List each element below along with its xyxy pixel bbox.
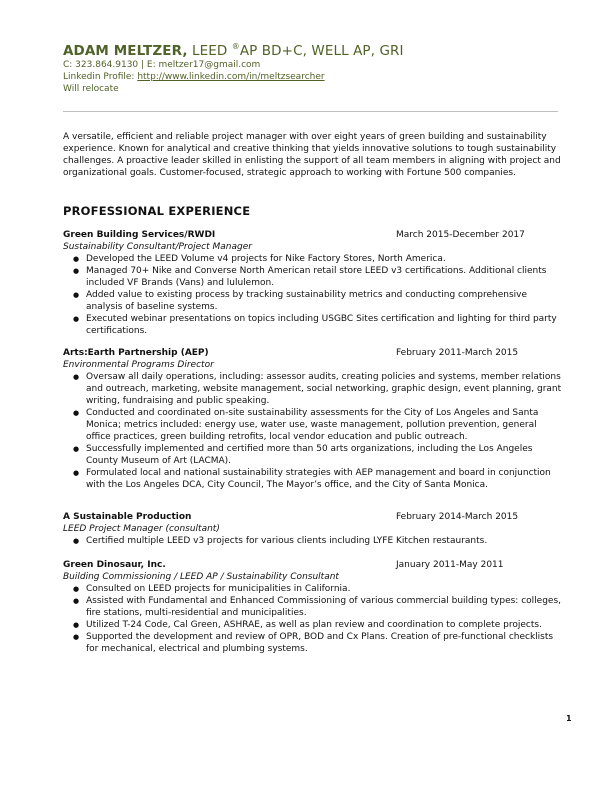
linkedin-link[interactable]: http://www.linkedin.com/in/meltzsearcher (137, 72, 325, 82)
job-bullet: ● Certified multiple LEED v3 projects for various clients including LYFE Kitchen restaurants. (63, 535, 563, 547)
contact-line: C: 323.864.9130 | E: meltzer17@gmail.com (63, 60, 261, 70)
job-role: LEED Project Manager (consultant) (63, 524, 220, 534)
job-role: Environmental Programs Director (63, 360, 214, 370)
job-role: Sustainability Consultant/Project Manager (63, 242, 252, 252)
job-dates: January 2011-May 2011 (396, 560, 504, 570)
job-entry (63, 229, 563, 337)
job-entry (63, 511, 563, 547)
job-dates: February 2014-March 2015 (396, 512, 519, 522)
job-dates: February 2011-March 2015 (396, 348, 519, 358)
job-organization: Green Building Services/RWDI (63, 230, 216, 240)
job-organization: Arts:Earth Partnership (AEP) (63, 348, 209, 358)
job-entry (63, 559, 563, 655)
job-dates: March 2015-December 2017 (396, 230, 525, 240)
candidate-name: ADAM MELTZER, (63, 43, 188, 59)
job-bullet: ● Utilized T-24 Code, Cal Green, ASHRAE, as well as plan review and coordination to complete projects. (63, 619, 563, 631)
relocate-note: Will relocate (63, 84, 119, 94)
linkedin-line (63, 72, 325, 82)
job-bullet: ● Added value to existing process by tracking sustainability metrics and conducting comprehensive analysis of baseline systems. (63, 289, 563, 313)
linkedin-label: Linkedin Profile: (63, 72, 138, 82)
job-bullet: ● Successfully implemented and certified more than 50 arts organizations, including the Los Angeles County Museum of Art (LACMA). (63, 443, 563, 467)
registered-mark: ® (231, 42, 240, 51)
credentials-prefix: LEED (187, 43, 232, 59)
job-bullet: ● Developed the LEED Volume v4 projects for Nike Factory Stores, North America. (63, 253, 563, 265)
page-number: 1 (566, 714, 572, 723)
summary-paragraph: A versatile, efficient and reliable project manager with over eight years of green building and sustainability experience. Known for analytical and creative thinking that yields innovative solutions to tough sustainability challenges. A proactive leader skilled in enlisting the support of all team members in aligning with project and organizational goals. Customer-focused, strategic approach to working with Fortune 500 companies. (63, 132, 561, 178)
section-title-experience: PROFESSIONAL EXPERIENCE (63, 204, 251, 218)
job-bullets (63, 371, 563, 491)
job-entry (63, 347, 563, 491)
name-heading (63, 42, 404, 59)
job-bullet: ● Oversaw all daily operations, including: assessor audits, creating policies and systems, member relations and outreach, marketing, website management, social networking, graphic design, event planning, grant writing, fundraising and public speaking. (63, 371, 563, 407)
job-bullet: ● Executed webinar presentations on topics including USGBC Sites certification and lighting for third party certifications. (63, 313, 563, 337)
job-bullet: ● Assisted with Fundamental and Enhanced Commissioning of various commercial building types: colleges, fire stations, multi-residential and municipalities. (63, 595, 563, 619)
job-role: Building Commissioning / LEED AP / Sustainability Consultant (63, 572, 339, 582)
job-bullet: ● Consulted on LEED projects for municipalities in California. (63, 583, 563, 595)
job-bullets (63, 535, 563, 547)
job-organization: Green Dinosaur, Inc. (63, 560, 166, 570)
job-bullet: ● Managed 70+ Nike and Converse North American retail store LEED v3 certifications. Additional clients included VF Brands (Vans) and lululemon. (63, 265, 563, 289)
job-organization: A Sustainable Production (63, 512, 192, 522)
job-bullet: ● Conducted and coordinated on-site sustainability assessments for the City of Los Angeles and Santa Monica; metrics included: energy use, water use, waste management, pollution prevention, general office practices, green building retrofits, local vendor education and public outreach. (63, 407, 563, 443)
job-bullets (63, 583, 563, 655)
header-divider (63, 111, 558, 112)
job-bullet: ● Formulated local and national sustainability strategies with AEP management and board in conjunction with the Los Angeles DCA, City Council, The Mayor’s office, and the City of Santa Monica. (63, 467, 563, 491)
job-bullet: ● Supported the development and review of OPR, BOD and Cx Plans. Creation of pre-functional checklists for mechanical, electrical and plumbing systems. (63, 631, 563, 655)
credentials: AP BD+C, WELL AP, GRI (239, 43, 404, 59)
job-bullets (63, 253, 563, 337)
